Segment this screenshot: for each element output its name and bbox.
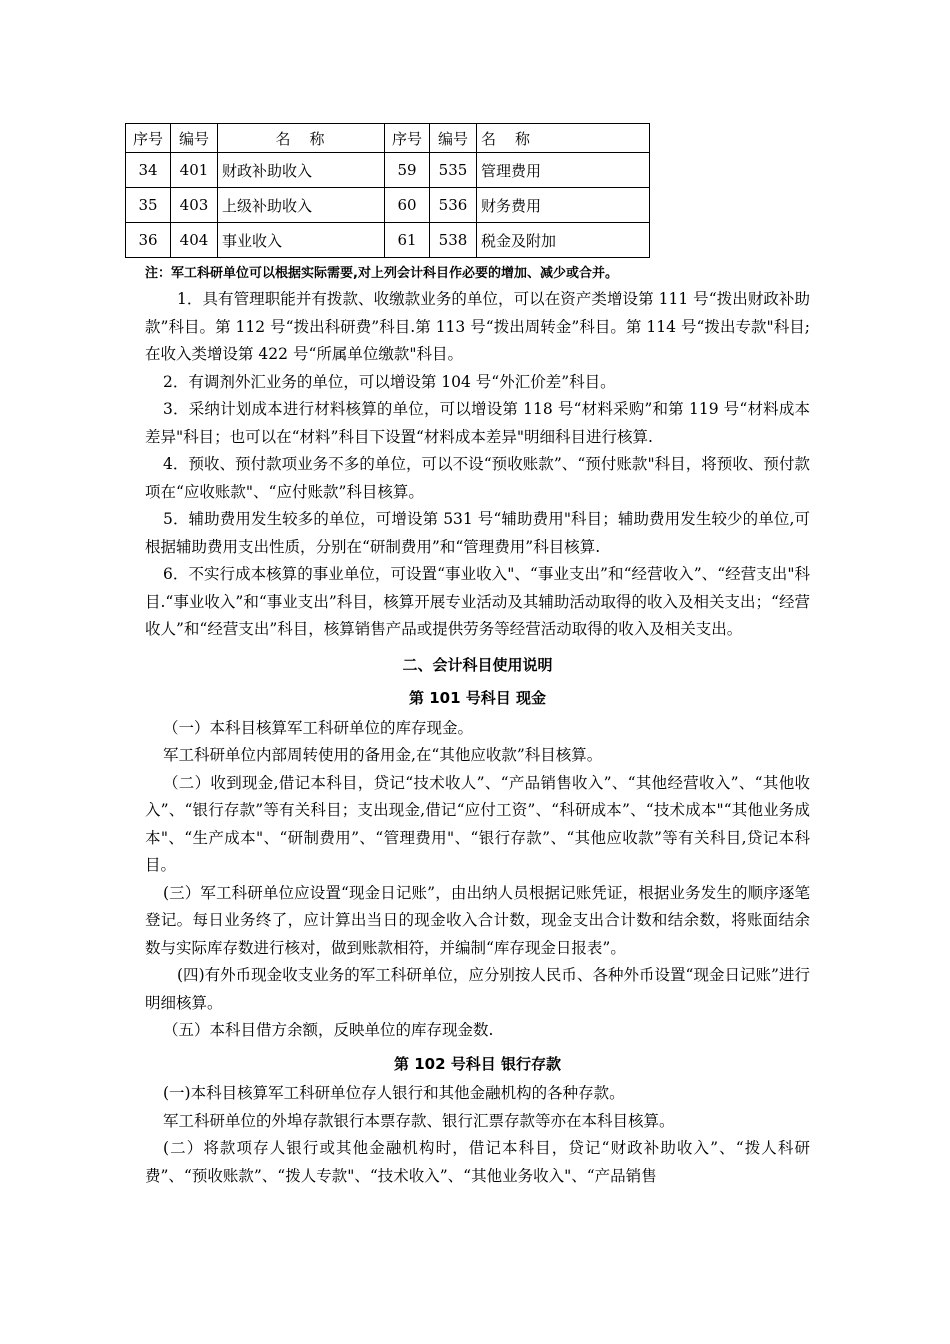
cell-code: 536 <box>430 188 477 223</box>
cell-name: 上级补助收入 <box>218 188 385 223</box>
cell-name: 管理费用 <box>477 153 650 188</box>
paragraph: (二）将款项存人银行或其他金融机构时，借记本科目，贷记“财政补助收入”、“拨人科研费”、“预收账款”、“拨人专款"、“技术收入”、“其他业务收入"、“产品销售 <box>145 1139 810 1185</box>
cell-name: 财务费用 <box>477 188 650 223</box>
paragraph: 2．有调剂外汇业务的单位，可以增设第 104 号“外汇价差”科目。 <box>163 372 616 391</box>
accounts-table <box>125 123 650 258</box>
cell-code: 538 <box>430 223 477 258</box>
header-code-2: 编号 <box>430 124 477 153</box>
paragraph: 1．具有管理职能并有拨款、收缴款业务的单位，可以在资产类增设第 111 号“拨出财政补助款”科目。第 112 号“拨出科研费”科目.第 113 号“拨出周转金”科目。第 114 号“拨出专款"科目;在收入类增设第 422 号“所属单位缴款"科目。 <box>145 290 810 363</box>
paragraph: 5．辅助费用发生较多的单位，可增设第 531 号“辅助费用"科目；辅助费用发生较少的单位,可根据辅助费用支出性质，分别在“研制费用”和“管理费用”科目核算. <box>145 510 810 556</box>
header-seq-2: 序号 <box>385 124 430 153</box>
table-row <box>126 188 650 223</box>
table-header-row <box>126 124 650 153</box>
header-seq: 序号 <box>126 124 171 153</box>
cell-name: 税金及附加 <box>477 223 650 258</box>
section-title: 二、会计科目使用说明 <box>402 655 553 674</box>
subsection-title-102: 第 102 号科目 银行存款 <box>394 1054 561 1073</box>
cell-seq: 61 <box>385 223 430 258</box>
paragraph: 6．不实行成本核算的事业单位，可设置“事业收入"、“事业支出”和“经营收入”、“经营支出"科目.“事业收入”和“事业支出”科目，核算开展专业活动及其辅助活动取得的收入及相关支出；“经营收人”和“经营支出”科目，核算销售产品或提供劳务等经营活动取得的收入及相关支出。 <box>145 565 810 638</box>
cell-code: 403 <box>171 188 218 223</box>
table-row <box>126 153 650 188</box>
header-name: 名 称 <box>218 124 385 153</box>
paragraph: （五）本科目借方余额，反映单位的库存现金数. <box>163 1021 494 1039</box>
paragraph: （一）本科目核算军工科研单位的库存现金。 <box>163 718 474 737</box>
cell-code: 535 <box>430 153 477 188</box>
cell-code: 401 <box>171 153 218 188</box>
header-code: 编号 <box>171 124 218 153</box>
table-row <box>126 223 650 258</box>
paragraph: 3．采纳计划成本进行材料核算的单位，可以增设第 118 号“材料采购”和第 119 号“材料成本差异"科目；也可以在“材料”科目下设置“材料成本差异"明细科目进行核算. <box>145 400 810 446</box>
subsection-title-101: 第 101 号科目 现金 <box>409 689 546 707</box>
paragraph: 军工科研单位的外埠存款银行本票存款、银行汇票存款等亦在本科目核算。 <box>163 1111 675 1130</box>
header-name-2: 名 称 <box>477 124 650 153</box>
paragraph: （二）收到现金,借记本科目，贷记“技术收人”、“产品销售收入”、“其他经营收入”、“其他收入”、“银行存款”等有关科目；支出现金,借记“应付工资”、“科研成本”、“技术成本"“其他业务成本"、“生产成本"、“研制费用”、“管理费用"、“银行存款”、“其他应收款”等有关科目,贷记本科目。 <box>145 773 810 874</box>
paragraph: (四)有外币现金收支业务的军工科研单位，应分别按人民币、各种外币设置“现金日记账”进行明细核算。 <box>145 966 810 1012</box>
cell-seq: 60 <box>385 188 430 223</box>
cell-code: 404 <box>171 223 218 258</box>
body-text <box>145 286 810 1190</box>
cell-name: 事业收入 <box>218 223 385 258</box>
paragraph: (三）军工科研单位应设置“现金日记账”，由出纳人员根据记账凭证，根据业务发生的顺序逐笔登记。每日业务终了，应计算出当日的现金收入合计数，现金支出合计数和结余数，将账面结余数与实际库存数进行核对，做到账款相符，并编制“库存现金日报表”。 <box>145 883 810 957</box>
paragraph: 4．预收、预付款项业务不多的单位，可以不设“预收账款”、“预付账款"科目，将预收、预付款项在“应收账款"、“应付账款”科目核算。 <box>145 455 810 501</box>
paragraph: 军工科研单位内部周转使用的备用金,在“其他应收款”科目核算。 <box>163 746 603 764</box>
cell-seq: 59 <box>385 153 430 188</box>
paragraph: (一)本科目核算军工科研单位存人银行和其他金融机构的各种存款。 <box>163 1084 625 1102</box>
cell-seq: 34 <box>126 153 171 188</box>
table-note: 注：军工科研单位可以根据实际需要,对上列会计科目作必要的增加、减少或合并。 <box>145 266 618 281</box>
cell-seq: 35 <box>126 188 171 223</box>
cell-name: 财政补助收入 <box>218 153 385 188</box>
cell-seq: 36 <box>126 223 171 258</box>
